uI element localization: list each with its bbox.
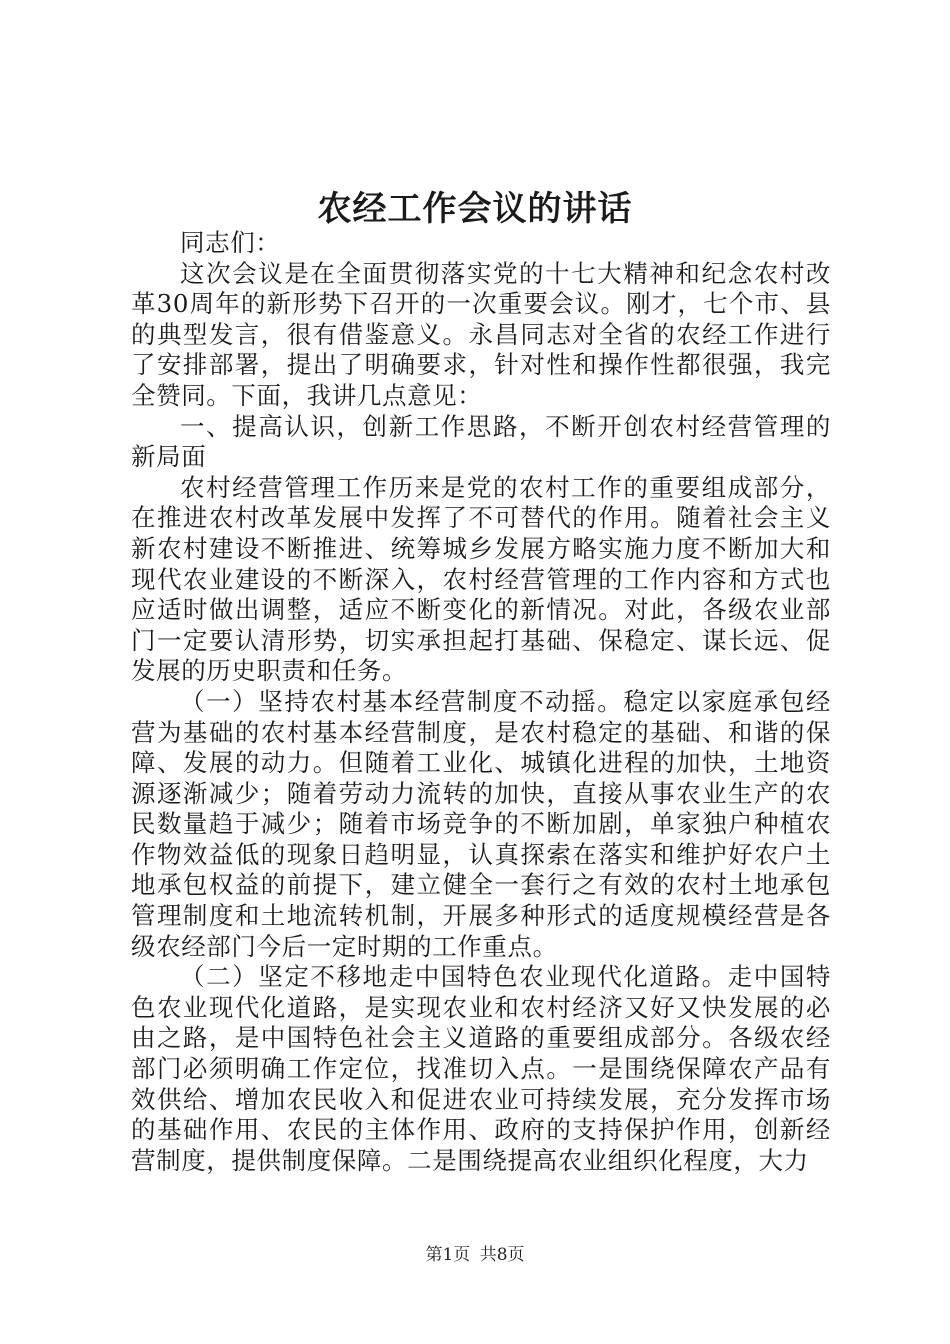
body-paragraph: 这次会议是在全面贯彻落实党的十七大精神和纪念农村改革30周年的新形势下召开的一次重要会议。刚才，七个市、县的典型发言，很有借鉴意义。永昌同志对全省的农经工作进行了安排部署，提出了明确要求，针对性和操作性都很强，我完全赞同。下面，我讲几点意见： xyxy=(131,258,831,410)
greeting-paragraph: 同志们： xyxy=(180,228,281,257)
body-paragraph: 农村经营管理工作历来是党的农村工作的重要组成部分，在推进农村改革发展中发挥了不可替代的作用。随着社会主义新农村建设不断推进、统筹城乡发展方略实施力度不断加大和现代农业建设的不断深入，农村经营管理的工作内容和方式也应适时做出调整，适应不断变化的新情况。对此，各级农业部门一定要认清形势，切实承担起打基础、保稳定、谋长远、促发展的历史职责和任务。 xyxy=(131,472,831,686)
page-total: 共8页 xyxy=(479,1245,525,1265)
body-paragraph: （一）坚持农村基本经营制度不动摇。稳定以家庭承包经营为基础的农村基本经营制度，是农村稳定的基础、和谐的保障、发展的动力。但随着工业化、城镇化进程的加快，土地资源逐渐减少；随着劳动力流转的加快，直接从事农业生产的农民数量趋于减少；随着市场竞争的不断加剧，单家独户种植农作物效益低的现象日趋明显，认真探索在落实和维护好农户土地承包权益的前提下，建立健全一套行之有效的农村土地承包管理制度和土地流转机制，开展多种形式的适度规模经营是各级农经部门今后一定时期的工作重点。 xyxy=(131,686,831,961)
page-footer xyxy=(0,1244,950,1266)
page-number: 第1页 xyxy=(425,1245,471,1265)
section-heading: 一、提高认识，创新工作思路，不断开创农村经营管理的新局面 xyxy=(131,411,831,472)
body-paragraph: （二）坚定不移地走中国特色农业现代化道路。走中国特色农业现代化道路，是实现农业和农村经济又好又快发展的必由之路，是中国特色社会主义道路的重要组成部分。各级农经部门必须明确工作定位，找准切入点。一是围绕保障农产品有效供给、增加农民收入和促进农业可持续发展，充分发挥市场的基础作用、农民的主体作用、政府的支持保护作用，创新经营制度，提供制度保障。二是围绕提高农业组织化程度，大力 xyxy=(131,962,831,1175)
document-body xyxy=(131,228,831,1176)
document-title: 农经工作会议的讲话 xyxy=(317,189,633,229)
